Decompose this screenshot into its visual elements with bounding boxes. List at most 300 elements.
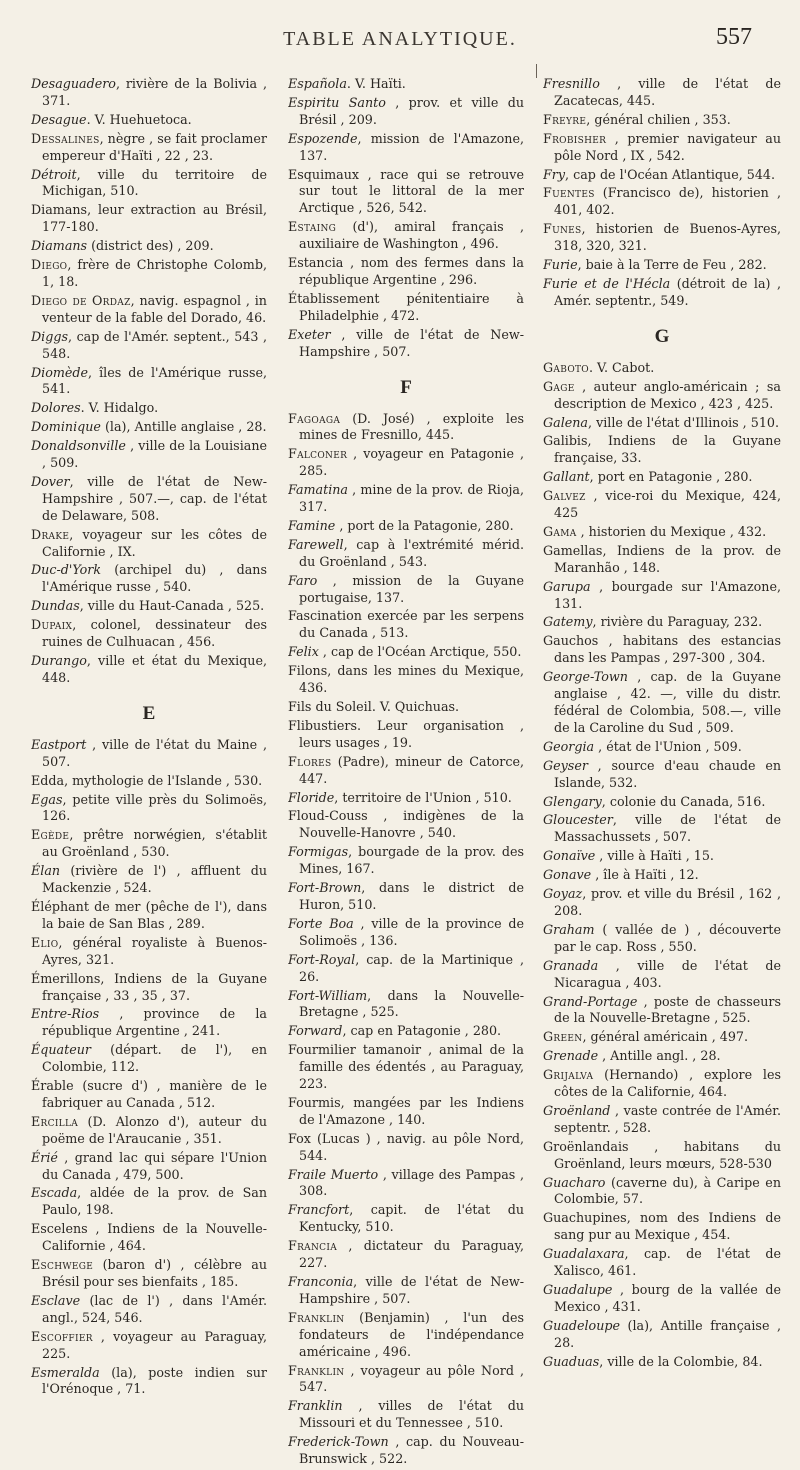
- entry-headword: Fraile Muerto: [288, 1166, 379, 1182]
- entry-headword: Gaboto: [543, 359, 589, 375]
- index-entry: [31, 438, 267, 472]
- entry-headword: Desaguadero: [31, 76, 116, 91]
- entry-headword: Détroit: [31, 166, 77, 182]
- entry-text: , prov. et ville du Brésil , 162 , 208.: [554, 886, 781, 918]
- index-entry: [31, 737, 267, 771]
- index-entry: [31, 1078, 267, 1112]
- entry-headword: Fort-Brown: [288, 880, 362, 896]
- entry-text: , nom des fermes dans la république Argentine , 296.: [299, 255, 524, 287]
- entry-headword: Estaing: [288, 219, 337, 235]
- index-entry: [288, 880, 524, 914]
- entry-text: , Indiens de la Guyane française , 33 , 35 , 37.: [42, 970, 267, 1003]
- entry-headword: Frobisher: [543, 130, 607, 146]
- index-entry: [31, 1365, 267, 1399]
- index-entry: [543, 958, 781, 992]
- entry-headword: Gama: [543, 523, 577, 539]
- entry-headword: Duc-d'York: [31, 562, 102, 578]
- entry-text: , îles de l'Amérique russe, 541.: [42, 364, 267, 397]
- entry-text: , mangées par les Indiens de l'Amazone , 140.: [299, 1094, 524, 1127]
- index-entry: [543, 633, 781, 667]
- index-entry: [31, 1329, 267, 1363]
- entry-headword: Groënlandais: [543, 1138, 629, 1154]
- index-entry: [31, 598, 267, 615]
- entry-text: , cap en Patagonie , 280.: [342, 1023, 502, 1039]
- entry-headword: Farewell: [288, 536, 344, 552]
- entry-headword: Guachupines: [543, 1210, 627, 1226]
- entry-text: , ville de l'état de New-Hampshire , 507.—, cap. de l'état de Delaware, 508.: [42, 473, 267, 523]
- entry-headword: Diomède: [31, 364, 89, 380]
- index-entry: [31, 257, 267, 291]
- entry-text: , voyageur en Patagonie , 285.: [299, 446, 524, 479]
- entry-text: , dans les mines du Mexique, 436.: [299, 663, 524, 696]
- index-entry: [31, 1042, 267, 1076]
- index-entry: [288, 1167, 524, 1201]
- entry-headword: Galvez: [543, 488, 586, 504]
- index-entry: [543, 112, 781, 129]
- entry-text: , indigènes de la Nouvelle-Hanovre , 540.: [299, 808, 524, 841]
- entry-text: , historien du Mexique , 432.: [576, 523, 767, 539]
- index-entry: [288, 411, 524, 445]
- entry-headword: Espozende: [288, 130, 358, 146]
- entry-headword: Espiritu Santo: [288, 94, 386, 110]
- entry-headword: Forward: [288, 1023, 343, 1039]
- entry-headword: Guaduas: [543, 1353, 600, 1369]
- entry-text: , Indiens de la Guyane française, 33.: [554, 433, 781, 466]
- index-entry: [543, 758, 781, 792]
- entry-text: (archipel du) , dans l'Amérique russe , 540.: [42, 562, 267, 595]
- entry-text: , état de l'Union , 509.: [594, 738, 742, 754]
- entry-headword: Floud-Couss: [288, 808, 368, 824]
- entry-text: , Indiens de la Nouvelle-Californie , 464.: [42, 1221, 267, 1254]
- entry-headword: Donaldsonville: [31, 438, 126, 454]
- entry-text: (baron d') , célèbre au Brésil pour ses bienfaits , 185.: [42, 1257, 267, 1289]
- entry-text: (caverne du), à Caripe en Colombie, 57.: [554, 1174, 781, 1207]
- entry-headword: Diamans: [31, 202, 88, 218]
- entry-text: (la), poste indien sur l'Orénoque , 71.: [42, 1364, 267, 1397]
- entry-text: , village des Pampas , 308.: [299, 1166, 524, 1199]
- entry-text: (Benjamin) , l'un des fondateurs de l'indépendance américaine , 496.: [299, 1309, 524, 1359]
- entry-headword: Entre-Rios: [31, 1006, 100, 1022]
- index-entry: [543, 1210, 781, 1244]
- index-entry: [543, 167, 781, 184]
- entry-headword: Franconia: [288, 1274, 354, 1289]
- index-entry: [288, 482, 524, 516]
- entry-text: , dans la Nouvelle-Bretagne , 525.: [299, 987, 524, 1020]
- entry-headword: Franklin: [288, 1398, 343, 1414]
- index-entry: [543, 221, 781, 255]
- entry-text: (Francisco de), historien , 401, 402.: [554, 185, 781, 218]
- entry-headword: Diego de Ordaz: [31, 292, 131, 308]
- entry-headword: Flores: [288, 753, 332, 769]
- entry-headword: Forte Boa: [288, 915, 354, 931]
- entry-headword: Guadalaxara: [543, 1246, 625, 1262]
- entry-text: (lac de l') , dans l'Amér. angl., 524, 546.: [42, 1292, 267, 1325]
- entry-headword: Francfort: [288, 1202, 350, 1218]
- index-entry: [31, 202, 267, 236]
- entry-headword: Fagoaga: [288, 410, 341, 426]
- entry-text: , habitans des estancias dans les Pampas , 297-300 , 304.: [554, 633, 781, 666]
- entry-text: (détroit de la) , Amér. septentr., 549.: [554, 275, 781, 308]
- entry-text: , dictateur du Paraguay, 227.: [299, 1238, 524, 1271]
- entry-headword: Fils du Soleil: [288, 699, 372, 714]
- entry-text: , mythologie de l'Islande , 530.: [64, 772, 263, 788]
- index-entry: [31, 112, 267, 129]
- entry-headword: Gauchos: [543, 633, 599, 649]
- entry-headword: Filons: [288, 663, 328, 679]
- entry-headword: Gonaïve: [543, 848, 596, 864]
- entry-text: , île à Haïti , 12.: [591, 867, 699, 883]
- entry-text: , mission de l'Amazone, 137.: [299, 130, 524, 163]
- entry-headword: Grenade: [543, 1048, 599, 1064]
- entry-headword: Frederick-Town: [288, 1434, 389, 1450]
- index-entry: [288, 1434, 524, 1468]
- index-entry: [31, 400, 267, 417]
- entry-headword: Fry: [543, 166, 566, 182]
- entry-text: , rivière de la Bolivia , 371.: [42, 76, 267, 108]
- entry-headword: Groënland: [543, 1102, 611, 1118]
- running-title: TABLE ANALYTIQUE.: [283, 28, 517, 50]
- entry-text: , dans le district de Huron, 510.: [299, 880, 524, 912]
- entry-text: (d'), amiral français , auxiliaire de Washington , 496.: [299, 219, 524, 252]
- entry-headword: Dundas: [31, 598, 80, 614]
- entry-text: , voyageur sur les côtes de Californie , IX.: [42, 526, 267, 559]
- entry-text: , capit. de l'état du Kentucky, 510.: [299, 1202, 524, 1235]
- entry-text: (la), Antille française , 28.: [554, 1317, 781, 1350]
- entry-headword: Fascination: [288, 608, 362, 624]
- entry-headword: Éléphant de mer: [31, 898, 141, 914]
- entry-headword: Escelens: [31, 1221, 88, 1237]
- entry-headword: Escoffier: [31, 1328, 93, 1344]
- entry-text: , premier navigateur au pôle Nord , IX , 542.: [554, 130, 781, 163]
- entry-headword: Équateur: [31, 1042, 91, 1058]
- index-entry: [31, 474, 267, 525]
- entry-text: , nom des Indiens de sang pur au Mexique , 454.: [554, 1210, 781, 1243]
- entry-headword: Eschwege: [31, 1257, 94, 1273]
- index-entry: [543, 794, 781, 811]
- index-entry: [543, 276, 781, 310]
- index-entry: [543, 415, 781, 432]
- entry-headword: Freyre: [543, 111, 587, 127]
- entry-text: , cap de l'Océan Atlantique, 544.: [565, 166, 776, 182]
- index-entry: [288, 1238, 524, 1272]
- index-entry: [543, 131, 781, 165]
- index-entry: [288, 754, 524, 788]
- entry-headword: Grand-Portage: [543, 993, 638, 1009]
- entry-text: , mine de la prov. de Rioja, 317.: [299, 482, 524, 515]
- entry-headword: Geyser: [543, 757, 588, 773]
- index-entry: [31, 773, 267, 790]
- entry-text: . V. Hidalgo.: [80, 400, 159, 416]
- index-entry: [543, 579, 781, 613]
- entry-text: exercée par les serpens du Canada , 513.: [299, 608, 524, 641]
- index-entry: [31, 293, 267, 327]
- entry-text: , général américain , 497.: [582, 1029, 749, 1045]
- entry-text: , cap de l'Amér. septent., 543 , 548.: [42, 328, 267, 361]
- index-entry: [31, 419, 267, 436]
- entry-text: , ville de la province de Solimoës , 136.: [299, 915, 524, 948]
- index-entry: [543, 812, 781, 846]
- index-entry: [543, 469, 781, 486]
- entry-text: , race qui se retrouve sur tout le littoral de la mer Arctique , 526, 542.: [299, 166, 524, 216]
- entry-headword: Española: [288, 76, 347, 91]
- entry-headword: Fresnillo: [543, 76, 600, 91]
- entry-headword: Formigas: [288, 844, 349, 860]
- entry-text: , mission de la Guyane portugaise, 137.: [299, 572, 524, 605]
- entry-headword: Georgia: [543, 738, 595, 754]
- entry-headword: Flibustiers: [288, 717, 357, 733]
- index-entry: [31, 827, 267, 861]
- entry-headword: Falconer: [288, 446, 348, 462]
- entry-headword: George-Town: [543, 669, 628, 685]
- entry-headword: Fourmis: [288, 1094, 341, 1110]
- entry-text: , bourg de la vallée de Mexico , 431.: [554, 1282, 781, 1314]
- index-entry: [543, 848, 781, 865]
- entry-text: , ville du territoire de Michigan, 510.: [42, 166, 267, 199]
- index-entry: [288, 718, 524, 752]
- index-entry: [31, 527, 267, 561]
- entry-headword: Fort-Royal: [288, 951, 356, 967]
- entry-headword: Esmeralda: [31, 1364, 100, 1380]
- entry-text: , ville de l'état d'Illinois , 510.: [588, 414, 779, 430]
- section-letter: F: [400, 376, 412, 398]
- entry-headword: Drake: [31, 526, 70, 542]
- index-entry: [543, 739, 781, 756]
- entry-headword: Dominique: [31, 419, 101, 435]
- entry-text: , général royaliste à Buenos-Ayres, 321.: [42, 934, 267, 967]
- entry-headword: Granada: [543, 957, 599, 973]
- index-entry: [288, 1131, 524, 1165]
- entry-text: , source d'eau chaude en Islande, 532.: [554, 757, 781, 790]
- entry-headword: Desague: [31, 111, 87, 127]
- entry-headword: Émerillons: [31, 970, 101, 986]
- entry-headword: Élan: [31, 863, 61, 879]
- index-entry: [31, 562, 267, 596]
- entry-text: , cap. de la Guyane anglaise , 42. —, ville du distr. fédéral de Colombia, 508.—, ville de la Caroline du Sud , 509.: [554, 669, 781, 735]
- entry-headword: Guadalupe: [543, 1282, 613, 1297]
- index-entry: [288, 844, 524, 878]
- index-entry: [288, 537, 524, 571]
- index-column-3: [543, 76, 781, 1373]
- index-entry: [543, 360, 781, 377]
- entry-text: , ville du Haut-Canada , 525.: [79, 598, 265, 614]
- index-entry: [543, 1246, 781, 1280]
- entry-text: , poste de chasseurs de la Nouvelle-Bretagne , 525.: [554, 993, 781, 1026]
- index-entry: [543, 488, 781, 522]
- index-entry: [543, 669, 781, 737]
- entry-text: , ville de la Louisiane , 509.: [42, 438, 267, 471]
- entry-headword: Gatemy: [543, 614, 593, 630]
- entry-text: , cap. de l'état de Xalisco, 461.: [554, 1246, 781, 1279]
- entry-text: , voyageur au Paraguay, 225.: [42, 1328, 267, 1361]
- index-entry: [31, 238, 267, 255]
- entry-text: , ville de l'état de New-Hampshire , 507.: [299, 326, 524, 359]
- index-entry: [288, 916, 524, 950]
- index-entry: [543, 524, 781, 541]
- entry-headword: Dolores: [31, 400, 81, 416]
- entry-text: , province de la république Argentine , 241.: [42, 1006, 267, 1039]
- entry-headword: Gamellas: [543, 542, 603, 558]
- entry-headword: Fox: [288, 1130, 311, 1146]
- entry-headword: Edda: [31, 772, 65, 788]
- index-entry: [543, 1048, 781, 1065]
- entry-headword: Green: [543, 1029, 583, 1045]
- entry-text: , vice-roi du Mexique, 424, 425: [554, 488, 781, 521]
- entry-headword: Famatina: [288, 482, 348, 498]
- index-entry: [31, 167, 267, 201]
- entry-headword: Dupaix: [31, 617, 73, 633]
- index-entry: [543, 185, 781, 219]
- entry-headword: Diggs: [31, 328, 68, 344]
- index-entry: [31, 1150, 267, 1184]
- entry-text: , bourgade sur l'Amazone, 131.: [554, 578, 781, 611]
- index-entry: [288, 219, 524, 253]
- index-entry: [288, 518, 524, 535]
- entry-headword: Garupa: [543, 578, 591, 594]
- entry-text: , colonel, dessinateur des ruines de Culhuacan , 456.: [42, 617, 267, 650]
- entry-text: (Lucas ) , navig. au pôle Nord, 544.: [299, 1130, 524, 1163]
- entry-headword: Egède: [31, 827, 70, 843]
- entry-text: , leur extraction au Brésil, 177-180.: [42, 202, 267, 235]
- entry-text: , ville de l'état de New-Hampshire , 507.: [299, 1274, 524, 1306]
- entry-headword: Esquimaux: [288, 166, 360, 182]
- index-entry: [288, 1095, 524, 1129]
- entry-text: , territoire de l'Union , 510.: [334, 789, 512, 805]
- entry-headword: Érié: [31, 1149, 58, 1165]
- index-entry: [288, 699, 524, 716]
- index-entry: [543, 257, 781, 274]
- index-entry: [288, 291, 524, 325]
- index-entry: [288, 327, 524, 361]
- entry-headword: Famine: [288, 517, 336, 533]
- entry-text: à Philadelphie , 472.: [299, 290, 524, 323]
- index-entry: [543, 379, 781, 413]
- entry-text: , ville de l'état de Nicaragua , 403.: [554, 957, 781, 990]
- index-entry: [288, 76, 524, 93]
- entry-text: (la), Antille anglaise , 28.: [100, 419, 267, 435]
- index-entry: [288, 644, 524, 661]
- entry-text: , villes de l'état du Missouri et du Tennessee , 510.: [299, 1398, 524, 1431]
- entry-headword: Guadeloupe: [543, 1317, 620, 1333]
- entry-headword: Glengary: [543, 793, 602, 809]
- entry-text: , ville de la Colombie, 84.: [599, 1353, 763, 1369]
- entry-headword: Fort-William: [288, 987, 368, 1003]
- entry-text: . V. Huehuetoca.: [86, 111, 192, 127]
- entry-text: , auteur anglo-américain ; sa description de Mexico , 423 , 425.: [554, 378, 781, 411]
- index-entry: [288, 988, 524, 1022]
- index-entry: [543, 1029, 781, 1046]
- entry-text: , cap. du Nouveau-Brunswick , 522.: [299, 1434, 524, 1467]
- entry-headword: Felix: [288, 644, 319, 660]
- index-entry: [288, 167, 524, 218]
- entry-headword: Gloucester: [543, 812, 613, 828]
- entry-text: , aldée de la prov. de San Paulo, 198.: [42, 1185, 267, 1218]
- index-entry: [288, 1310, 524, 1361]
- entry-text: , rivière du Paraguay, 232.: [592, 614, 763, 630]
- entry-text: (sucre d') , manière de le fabriquer au Canada , 512.: [42, 1078, 267, 1110]
- index-entry: [543, 1354, 781, 1371]
- entry-headword: Dessalines: [31, 130, 100, 146]
- index-entry: [31, 863, 267, 897]
- index-entry: [543, 886, 781, 920]
- entry-text: , grand lac qui sépare l'Union du Canada , 479, 500.: [42, 1149, 267, 1182]
- entry-headword: Faro: [288, 572, 318, 588]
- index-entry: [31, 935, 267, 969]
- entry-headword: Gallant: [543, 469, 590, 485]
- entry-text: , ville et état du Mexique, 448.: [42, 653, 267, 685]
- index-entry: [543, 614, 781, 631]
- index-entry: [288, 1398, 524, 1432]
- entry-text: (Padre), mineur de Catorce, 447.: [299, 753, 524, 786]
- index-entry: [543, 922, 781, 956]
- index-entry: [31, 1293, 267, 1327]
- section-letter: E: [142, 702, 156, 724]
- entry-headword: Funes: [543, 221, 582, 237]
- entry-text: , frère de Christophe Colomb, 1, 18.: [42, 257, 267, 289]
- entry-text: , baie à la Terre de Feu , 282.: [577, 257, 767, 273]
- entry-headword: Fuentes: [543, 185, 595, 201]
- margin-mark: [536, 64, 537, 78]
- index-entry: [543, 867, 781, 884]
- entry-text: , navig. espagnol , in venteur de la fable del Dorado, 46.: [42, 292, 267, 325]
- index-entry: [543, 1282, 781, 1316]
- entry-text: , cap à l'extrémité mérid. du Groënland , 543.: [299, 536, 524, 569]
- index-entry: [31, 792, 267, 826]
- entry-text: ( vallée de ) , découverte par le cap. Ross , 550.: [554, 921, 781, 954]
- index-entry: [288, 790, 524, 807]
- index-entry: [31, 899, 267, 933]
- entry-headword: Graham: [543, 921, 595, 937]
- entry-headword: Escada: [31, 1185, 78, 1201]
- entry-headword: Estancia: [288, 255, 344, 271]
- index-entry: [31, 971, 267, 1005]
- entry-text: tamanoir , animal de la famille des édentés , au Paraguay, 223.: [299, 1042, 524, 1092]
- index-entry: [288, 573, 524, 607]
- entry-headword: Exeter: [288, 326, 331, 342]
- entry-text: , ville de l'état du Maine , 507.: [42, 736, 267, 769]
- entry-text: , prov. et ville du Brésil , 209.: [299, 94, 524, 127]
- index-entry: [543, 1139, 781, 1173]
- index-entry: [31, 365, 267, 399]
- entry-headword: Diamans: [31, 238, 88, 254]
- entry-text: (Hernando) , explore les côtes de la Californie, 464.: [554, 1067, 781, 1100]
- index-entry: [31, 329, 267, 363]
- page-number: 557: [716, 24, 752, 50]
- index-entry: [288, 255, 524, 289]
- entry-headword: Fourmilier: [288, 1042, 356, 1058]
- entry-text: (rivière de l') , affluent du Mackenzie , 524.: [42, 863, 267, 896]
- entry-headword: Dover: [31, 473, 70, 489]
- entry-text: , Indiens de la prov. de Maranhão , 148.: [554, 542, 781, 575]
- entry-text: , nègre , se fait proclamer empereur d'Haïti , 22 , 23.: [42, 130, 267, 163]
- index-entry: [31, 1257, 267, 1291]
- entry-text: , colonie du Canada, 516.: [601, 793, 766, 809]
- entry-text: , ville de l'état de Zacatecas, 445.: [554, 76, 781, 108]
- entry-text: , petite ville près du Solimoës, 126.: [42, 791, 267, 824]
- index-entry: [288, 446, 524, 480]
- entry-text: , voyageur au pôle Nord , 547.: [299, 1362, 524, 1395]
- entry-text: (pêche de l'), dans la baie de San Blas , 289.: [42, 898, 267, 931]
- index-entry: [31, 1114, 267, 1148]
- entry-headword: Guacharo: [543, 1174, 606, 1190]
- entry-text: , cap. de la Martinique , 26.: [299, 951, 524, 984]
- entry-headword: Érable: [31, 1078, 74, 1094]
- index-entry: [288, 1363, 524, 1397]
- entry-headword: Ercilla: [31, 1113, 79, 1129]
- entry-text: , prêtre norwégien, s'établit au Groënland , 530.: [42, 827, 267, 860]
- entry-text: , historien de Buenos-Ayres, 318, 320, 321.: [554, 221, 781, 254]
- entry-text: , général chilien , 353.: [586, 111, 731, 127]
- index-entry: [543, 543, 781, 577]
